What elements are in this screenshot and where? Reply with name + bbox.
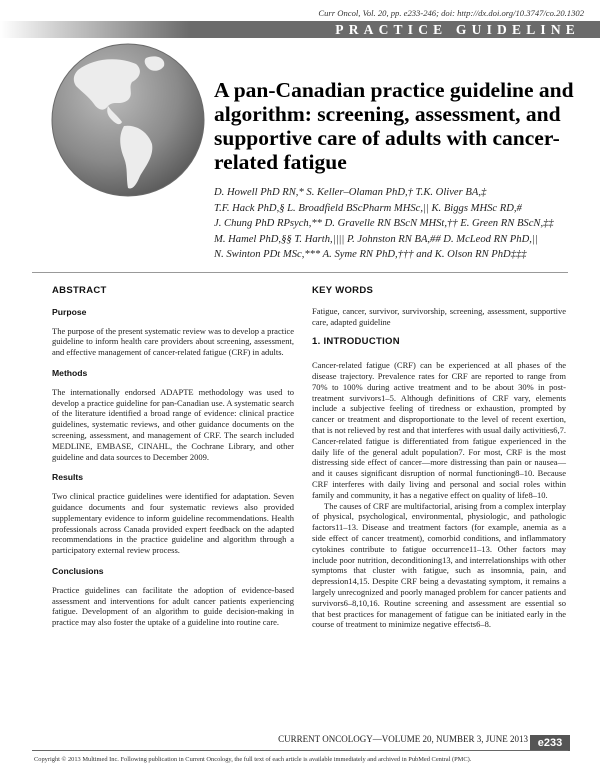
- author-line: J. Chung PhD RPsych,** D. Gravelle RN BScN MHSt,†† E. Green RN BScN,‡‡: [214, 218, 554, 230]
- methods-text: The internationally endorsed ADAPTE methodology was used to develop a practice guideline for pan-Canadian use. A systematic search of the literature identified a broad range of evidence: clinical practice guidelines, systematic reviews, and other guidance documents on the screening, assessment, and management of CRF. The search included MEDLINE, EMBASE, CINAHL, the Cochrane Library, and other guideline and data sources to December 2009.: [52, 386, 294, 462]
- purpose-heading: Purpose: [52, 306, 87, 317]
- right-column: [312, 286, 566, 630]
- purpose-text: The purpose of the present systematic review was to develop a practice guideline to inform health care providers about screening, assessment, and effective management of cancer-related fatigue (CRF) in adults.: [52, 325, 294, 358]
- abstract-column: [52, 286, 294, 628]
- author-line: T.F. Hack PhD,§ L. Broadfield BScPharm MHSc,|| K. Biggs MHSc RD,#: [214, 202, 522, 214]
- results-text: Two clinical practice guidelines were identified for adaptation. Seven guidance documents and four systematic reviews also provided supplementary evidence to inform guideline recommendations. Health professionals across Canada provided expert feedback on the adapted recommendations in the practice guideline and algorithm through a participatory external review process.: [52, 491, 294, 556]
- banner-fade: [0, 21, 190, 38]
- results-heading: Results: [52, 472, 84, 483]
- page-number: e233: [530, 735, 570, 751]
- copyright-notice: Copyright © 2013 Multimed Inc. Following publication in Current Oncology, the full text of each article is available immediately and archived in PubMed Central (PMC).: [34, 756, 472, 763]
- methods-heading: Methods: [52, 367, 88, 378]
- section-label: PRACTICE GUIDELINE: [335, 22, 580, 37]
- conclusions-text: Practice guidelines can facilitate the adoption of evidence-based assessment and interventions for adult cancer patients experiencing fatigue. Development of an algorithm to guide decision-making in practice may also foster the uptake of a guideline into routine care.: [52, 584, 294, 628]
- footer-divider: [32, 750, 568, 751]
- introduction-paragraph: The causes of CRF are multifactorial, arising from a complex interplay of physical, psychological, environmental, physiologic, and pathologic factors11–13. Disease and treatment factors (for example, anemia as a side effect of cancer treatment), comorbid conditions, and inflammatory cytokines contribute to fatigue occurrence11–13. Other factors may include poor nutrition, deconditioning13, and interrelationships with other symptoms that cluster with fatigue, such as insomnia, pain, and depression14,15. Despite CRF being a devastating symptom, it remains a largely unrecognized and poorly managed problem for cancer patients and survivors6–8,10,16. Routine screening and assessment are essential so that best practices for management of fatigue can be initiated early in the course of treatment to minimize negative effects6–8.: [312, 500, 566, 630]
- keywords-text: Fatigue, cancer, survivor, survivorship, screening, assessment, supportive care, adapted guideline: [312, 305, 566, 327]
- section-banner: [0, 21, 600, 38]
- article-title: A pan-Canadian practice guideline and algorithm: screening, assessment, and supportive care of adults with cancer-related fatigue: [214, 78, 574, 174]
- author-line: N. Swinton PDt MSc,*** A. Syme RN PhD,††† and K. Olson RN PhD‡‡‡: [214, 249, 527, 261]
- author-list: [214, 185, 594, 263]
- author-line: M. Hamel PhD,§§ T. Harth,|||| P. Johnston RN BA,## D. McLeod RN PhD,||: [214, 233, 538, 245]
- keywords-heading: KEY WORDS: [312, 285, 374, 296]
- author-line: D. Howell PhD RN,* S. Keller–Olaman PhD,† T.K. Oliver BA,‡: [214, 187, 487, 198]
- journal-footer: CURRENT ONCOLOGY—VOLUME 20, NUMBER 3, JUNE 2013: [278, 734, 528, 744]
- divider: [32, 272, 568, 273]
- globe-logo: [48, 40, 208, 200]
- conclusions-heading: Conclusions: [52, 565, 104, 576]
- citation-line: Curr Oncol, Vol. 20, pp. e233-246; doi: http://dx.doi.org/10.3747/co.20.1302: [318, 8, 584, 18]
- introduction-paragraph: Cancer-related fatigue (CRF) can be experienced at all phases of the disease trajectory. Prevalence rates for CRF are reported to range from 70% to 100% during active treatment and to be about 30% in post-treatment survivors1–5. Although definitions of CRF vary, elements include a subjective feeling of tiredness or exhaustion, prompted by cancer or treatment and disproportionate to the level of recent exertion, that is not relieved by rest and that interferes with usual daily activities6,7. Cancer-related fatigue is differentiated from fatigue experienced in the daily life of the general adult population7. For most, CRF is the most distressing side effect of cancer—more distressing than pain or nausea—and it causes significant disruption of normal functioning8–10. Because CRF interferes with daily living and personal and social roles within family and community, it has a negative effect on quality of life8–10.: [312, 360, 566, 500]
- introduction-heading: 1. INTRODUCTION: [312, 336, 400, 348]
- abstract-heading: ABSTRACT: [52, 285, 107, 296]
